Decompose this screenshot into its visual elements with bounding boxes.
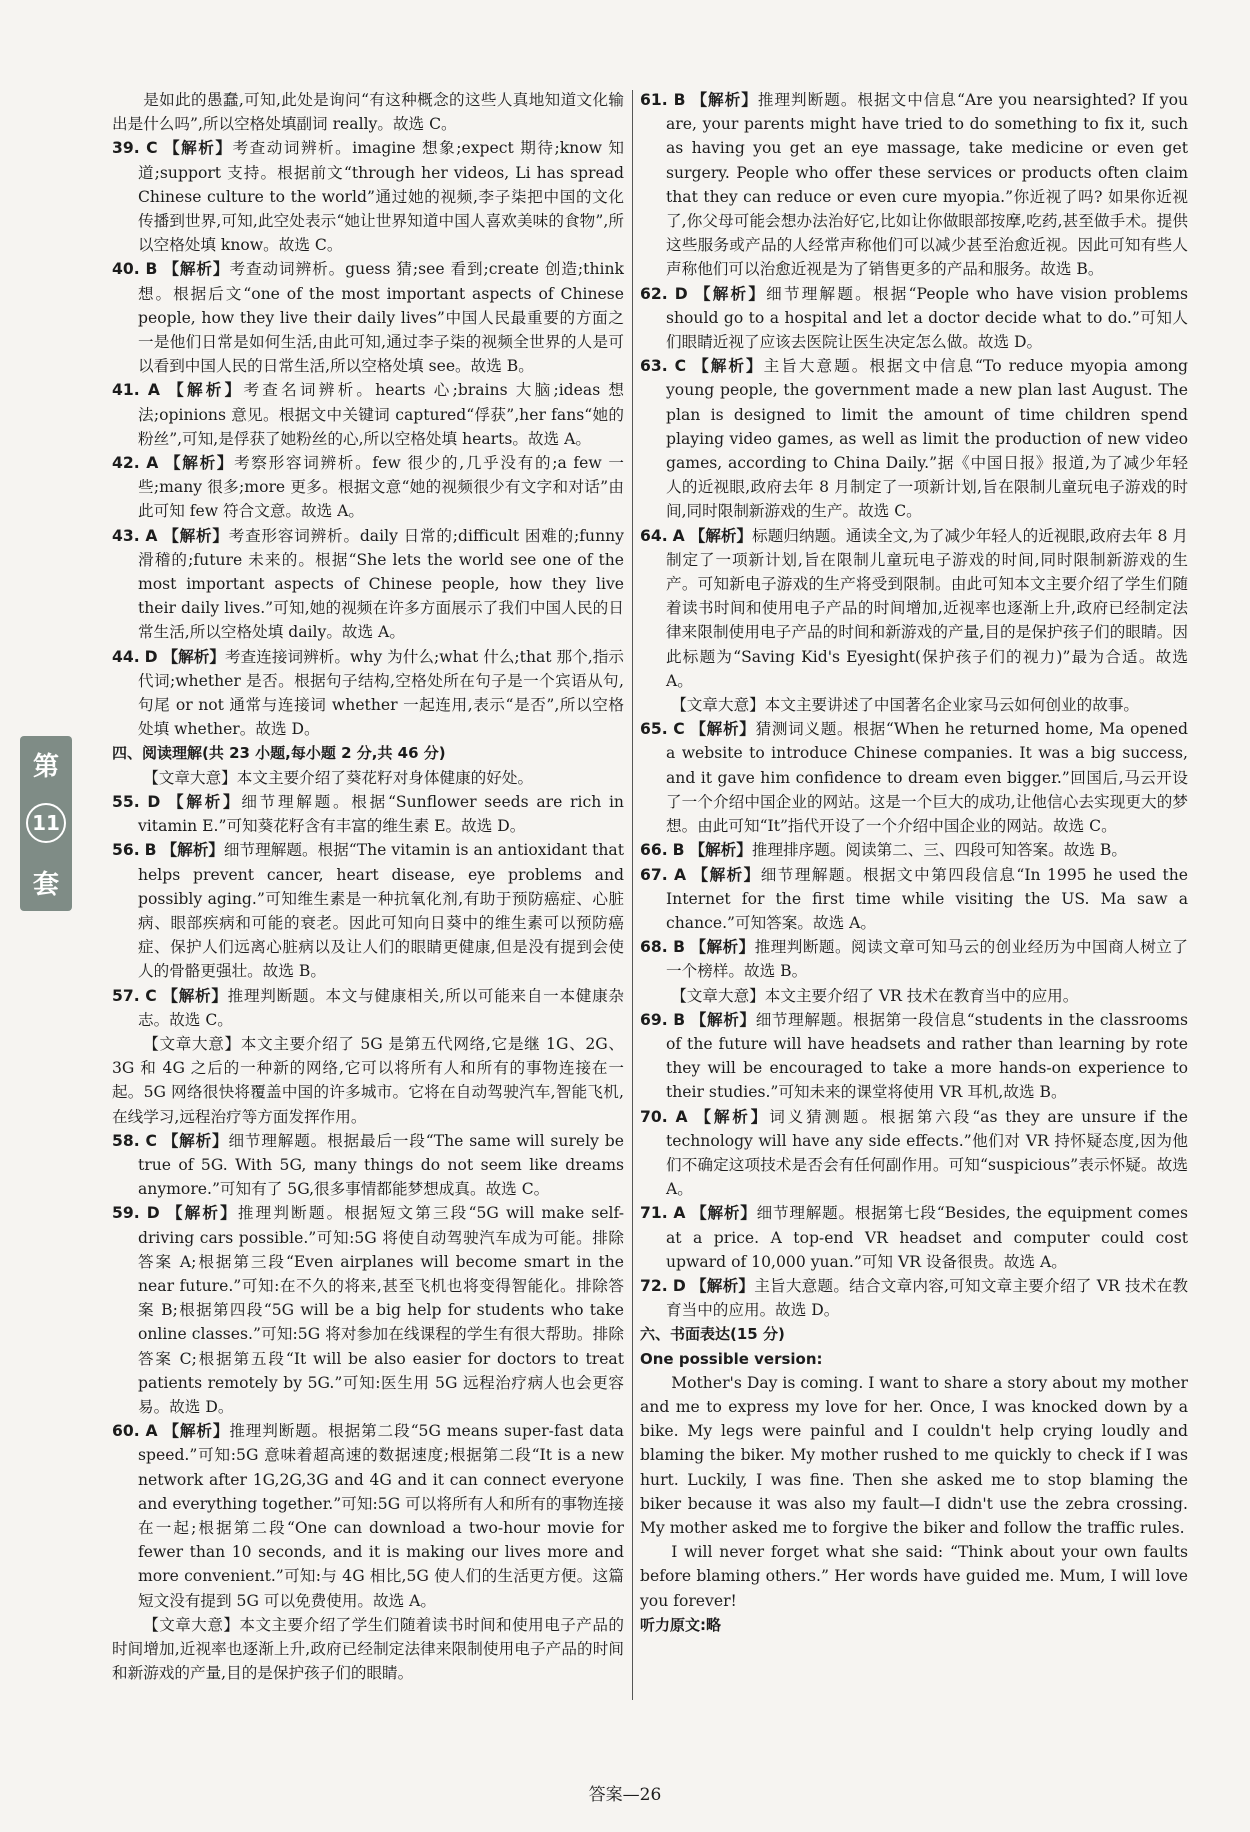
section-heading: One possible version: — [640, 1349, 823, 1368]
answer-item — [112, 1201, 624, 1419]
answer-item — [112, 378, 624, 451]
analysis-tag: 【解析】 — [692, 865, 761, 884]
analysis-tag: 【解析】 — [166, 1204, 238, 1223]
essay-paragraph: Mother's Day is coming. I want to share a story about my mother and me to express my love for her. Once, I was knocked down by a bike. My legs were painful and I couldn't help crying loudly and blaming the biker. My mother rushed to me quickly to check if I was hurt. Luckily, I was fine. Then she asked me to stop blaming the biker because it was also my fault—I didn't use the zebra crossing. My mother asked me to forgive the biker and follow the traffic rules. — [640, 1373, 1188, 1537]
analysis-text: 推理判断题。根据文中信息“Are you nearsighted? If you are, your parents might have tried to do something to fix it, such as having you get an eye massage, take medicine or even get surgery. People who offer these services or products often claim that they can reduce or even cure myopia.”你近视了吗? 如果你近视了,你父母可能会想办法治好它,比如让你做眼部按摩,吃药,甚至做手术。提供这些服务或产品的人经常声称他们可以减少甚至治愈近视。因此可知有些人声称他们可以治愈近视是为了销售更多的产品和服务。故选 B。 — [666, 91, 1188, 279]
answer-item — [640, 354, 1188, 523]
answer-letter: A — [673, 1204, 686, 1223]
analysis-text: 细节理解题。根据“People who have vision problems should go to a hospital and let a doctor decide what to do.”可知人们眼睛近视了应该去医院让医生决定怎么做。故选 D。 — [666, 284, 1188, 352]
analysis-text: 猜测词义题。根据“When he returned home, Ma opened a website to introduce Chinese companies. It was a big success, and it gave him confidence to dream even bigger.”回国后,马云开设了一个介绍中国企业的网站。这是一个巨大的成功,让他信心去实现更大的梦想。由此可知“It”指代开设了一个介绍中国企业的网站。故选 C。 — [666, 720, 1188, 836]
answer-letter: D — [147, 792, 161, 811]
analysis-text: 词义猜测题。根据第六段“as they are unsure if the technology will have any side effects.”他们对 VR 持怀疑态度,因为他们不确定这项技术是否会有任何副作用。可知“suspicious”表示怀疑。故选 A。 — [666, 1107, 1188, 1199]
analysis-text: 细节理解题。根据“Sunflower seeds are rich in vitamin E.”可知葵花籽含有丰富的维生素 E。故选 D。 — [138, 792, 624, 836]
answer-letter: A — [145, 526, 158, 545]
question-number: 65. — [640, 720, 668, 739]
analysis-tag: 【解析】 — [165, 454, 235, 473]
analysis-tag: 【解析】 — [689, 526, 753, 545]
question-number: 64. — [640, 526, 668, 545]
question-number: 61. — [640, 91, 668, 109]
section-heading: 六、书面表达(15 分) — [640, 1325, 785, 1344]
answer-letter: B — [672, 841, 685, 860]
question-number: 58. — [112, 1131, 140, 1150]
analysis-tag: 【解析】 — [162, 647, 226, 666]
answer-item — [640, 1274, 1188, 1322]
analysis-tag: 【解析】 — [690, 720, 756, 739]
question-number: 71. — [640, 1204, 668, 1223]
analysis-tag: 【解析】 — [164, 139, 233, 158]
analysis-text: 考查名词辨析。hearts 心;brains 大脑;ideas 想法;opinions 意见。根据文中关键词 captured“俘获”,her fans“她的粉丝”,可知,是俘获了她粉丝的心,所以空格处填 hearts。故选 A。 — [138, 381, 624, 448]
analysis-tag: 【解析】 — [168, 381, 244, 400]
analysis-tag: 【解析】 — [693, 357, 764, 376]
analysis-tag: 【解析】 — [694, 284, 767, 303]
section-heading: 听力原文:略 — [640, 1615, 721, 1634]
answer-letter: B — [673, 91, 686, 109]
analysis-text: 考察形容词辨析。few 很少的,几乎没有的;a few 一些;many 很多;more 更多。根据文意“她的视频很少有文字和对话”由此可知 few 符合文意。故选 A。 — [138, 454, 624, 521]
right-column — [640, 88, 1188, 1637]
analysis-tag: 【解析】 — [690, 1010, 756, 1029]
answer-item — [112, 136, 624, 257]
question-number: 67. — [640, 865, 668, 884]
question-number: 55. — [112, 792, 140, 811]
answer-item — [640, 88, 1188, 282]
analysis-text: 细节理解题。根据文中第四段信息“In 1995 he used the Internet for the first time while visiting the US. Ma saw a chance.”可知答案。故选 A。 — [666, 865, 1188, 932]
answer-item — [112, 838, 624, 983]
analysis-text: 细节理解题。根据第七段“Besides, the equipment comes at a price. A top-end VR headset and computer could cost upward of 10,000 yuan.”可知 VR 设备很贵。故选 A。 — [666, 1204, 1188, 1271]
set-tab-bottom: 套 — [32, 869, 59, 900]
page-footer: 答案—26 — [588, 1785, 662, 1805]
question-number: 43. — [112, 526, 140, 545]
answer-letter: A — [675, 1107, 688, 1126]
question-number: 66. — [640, 841, 668, 860]
answer-item — [640, 838, 1188, 862]
analysis-tag: 【解析】 — [161, 841, 224, 860]
question-number: 44. — [112, 647, 140, 666]
answer-letter: B — [145, 260, 158, 279]
answer-letter: A — [147, 381, 160, 400]
question-number: 70. — [640, 1107, 668, 1126]
analysis-tag: 【解析】 — [162, 986, 228, 1005]
analysis-text: 推理判断题。根据短文第三段“5G will make self-driving cars possible.”可知:5G 将使自动驾驶汽车成为可能。排除答案 A;根据第三段“Even airplanes will become smart in the near future.”可知:在不久的将来,甚至飞机也将变得智能化。排除答案 B;根据第四段“5G will be a big help for students who take online classes.”可知:5G 将对参加在线课程的学生有很大帮助。排除答案 C;根据第五段“It will be also easier for doctors to treat patients remotely by 5G.”可知:医生用 5G 远程治疗病人也会更容易。故选 D。 — [138, 1204, 624, 1416]
answer-letter: C — [145, 1131, 157, 1150]
summary-paragraph: 【文章大意】本文主要讲述了中国著名企业家马云如何创业的故事。 — [671, 696, 1140, 715]
answer-letter: C — [673, 720, 685, 739]
question-number: 40. — [112, 260, 140, 279]
analysis-tag: 【解析】 — [689, 841, 752, 860]
analysis-tag: 【解析】 — [691, 1204, 757, 1223]
question-number: 56. — [112, 841, 140, 860]
answer-item — [112, 451, 624, 524]
analysis-text: 推理判断题。根据第二段“5G means super-fast data speed.”可知:5G 意味着超高速的数据速度;根据第二段“It is a new network after 1G,2G,3G and 4G and it can connect everyone and everything together.”可知:5G 可以将所有人和所有的事物连接在一起;根据第二段“One can download a two-hour movie for fewer than 10 seconds, and it is making our lives more and more convenient.”可知:与 4G 相比,5G 使人们的生活更方便。这篇短文没有提到 5G 可以免费使用。故选 A。 — [138, 1422, 624, 1610]
answer-letter: A — [674, 865, 687, 884]
answer-letter: D — [146, 1204, 160, 1223]
answer-letter: B — [673, 938, 685, 957]
answer-letter: C — [145, 986, 157, 1005]
analysis-text: 考查动词辨析。guess 猜;see 看到;create 创造;think 想。根据后文“one of the most important aspects of Chinese people, how they live their daily lives”中国人民最重要的方面之一是他们日常是如何生活,由此可知,通过李子柒的视频全世界的人是可以看到中国人民的日常生活,所以空格处填 see。故选 B。 — [138, 260, 624, 376]
analysis-text: 细节理解题。根据第一段信息“students in the classrooms of the future will have headsets and rather than learning by rote they will be encouraged to take a more hands-on experience to their studies.”可知未来的课堂将使用 VR 耳机,故选 B。 — [666, 1010, 1188, 1102]
analysis-text: 主旨大意题。结合文章内容,可知文章主要介绍了 VR 技术在教育当中的应用。故选 D。 — [666, 1276, 1188, 1320]
analysis-tag: 【解析】 — [163, 1422, 230, 1441]
analysis-tag: 【解析】 — [163, 526, 229, 545]
answer-item — [640, 1008, 1188, 1105]
answer-item — [112, 1419, 624, 1613]
analysis-tag: 【解析】 — [162, 1131, 229, 1150]
analysis-tag: 【解析】 — [695, 1107, 770, 1126]
set-number-tab — [20, 736, 72, 911]
answer-item — [640, 863, 1188, 936]
answer-item — [640, 524, 1188, 693]
section-heading: 四、阅读理解(共 23 小题,每小题 2 分,共 46 分) — [112, 744, 446, 763]
answer-item — [112, 984, 624, 1032]
answer-letter: C — [146, 139, 158, 158]
answer-item — [112, 1129, 624, 1202]
answer-item — [640, 935, 1188, 983]
question-number: 68. — [640, 938, 668, 957]
question-number: 69. — [640, 1010, 668, 1029]
answer-letter: D — [674, 284, 688, 303]
answer-item — [640, 282, 1188, 355]
summary-paragraph: 【文章大意】本文主要介绍了学生们随着读书时间和使用电子产品的时间增加,近视率也逐渐上升,政府已经制定法律来限制使用电子产品的时间和新游戏的产量,目的是保护孩子们的眼睛。 — [112, 1615, 624, 1683]
answer-letter: B — [144, 841, 157, 860]
answer-letter: C — [674, 357, 687, 376]
answer-item — [112, 645, 624, 742]
answer-item — [640, 1201, 1188, 1274]
summary-paragraph: 【文章大意】本文主要介绍了 5G 是第五代网络,它是继 1G、2G、3G 和 4G 之后的一种新的网络,它可以将所有人和所有的事物连接在一起。5G 网络很快将覆盖中国的许多城市。它将在自动驾驶汽车,智能飞机,在线学习,远程治疗等方面发挥作用。 — [112, 1034, 624, 1126]
analysis-tag: 【解析】 — [691, 91, 758, 109]
question-number: 41. — [112, 381, 140, 400]
analysis-text: 细节理解题。根据“The vitamin is an antioxidant that helps prevent cancer, heart disease, eye problems and possibly aging.”可知维生素是一种抗氧化剂,有助于预防癌症、心脏病、眼部疾病和可能的衰老。因此可知向日葵中的维生素可以预防癌症、保护人们远离心脏病以及让人们的眼睛更健康,但是没有提到会使人的骨骼更强壮。故选 B。 — [138, 841, 624, 981]
analysis-text: 考查形容词辨析。daily 日常的;difficult 困难的;funny 滑稽的;future 未来的。根据“She lets the world see one of the most important aspects of Chinese people, how they live their daily lives.”可知,她的视频在许多方面展示了我们中国人民的日常生活,所以空格处填 daily。故选 A。 — [138, 526, 624, 642]
summary-paragraph: 【文章大意】本文主要介绍了 VR 技术在教育当中的应用。 — [671, 986, 1079, 1005]
question-number: 39. — [112, 139, 140, 158]
analysis-text: 推理排序题。阅读第二、三、四段可知答案。故选 B。 — [751, 841, 1127, 860]
summary-paragraph: 是如此的愚蠢,可知,此处是询问“有这种概念的这些人真地知道文化输出是什么吗”,所以空格处填副词 really。故选 C。 — [112, 91, 624, 134]
answer-item — [112, 257, 624, 378]
question-number: 72. — [640, 1276, 668, 1295]
analysis-text: 主旨大意题。根据文中信息“To reduce myopia among young people, the government made a new plan last August. The plan is designed to limit the amount of time children spend playing video games, as well as limit the production of new video games, according to China Daily.”据《中国日报》报道,为了减少年轻人的近视眼,政府去年 8 月制定了一项新计划,旨在限制儿童玩电子游戏的时间,同时限制新游戏的生产。故选 C。 — [666, 357, 1188, 521]
essay-paragraph: I will never forget what she said: “Think about your own faults before blaming others.” Her words have guided me. Mum, I will love you forever! — [640, 1543, 1188, 1610]
question-number: 60. — [112, 1422, 140, 1441]
question-number: 62. — [640, 284, 668, 303]
question-number: 57. — [112, 986, 140, 1005]
analysis-text: 推理判断题。阅读文章可知马云的创业经历为中国商人树立了一个榜样。故选 B。 — [666, 938, 1188, 981]
analysis-text: 细节理解题。根据最后一段“The same will surely be true of 5G. With 5G, many things do not seem like dreams anymore.”可知有了 5G,很多事情都能梦想成真。故选 C。 — [138, 1131, 624, 1199]
set-tab-top: 第 — [32, 752, 59, 783]
analysis-text: 考查动词辨析。imagine 想象;expect 期待;know 知道;support 支持。根据前文“through her videos, Li has spread Chinese culture to the world”通过她的视频,李子柒把中国的文化传播到世界,可知,此空处表示“她让世界知道中国人喜欢美味的食物”,所以空格处填 know。故选 C。 — [138, 139, 624, 255]
left-column — [112, 88, 624, 1685]
answer-item — [640, 1105, 1188, 1202]
answer-letter: A — [145, 1422, 158, 1441]
analysis-text: 考查连接词辨析。why 为什么;what 什么;that 那个,指示代词;whether 是否。根据句子结构,空格处所在句子是一个宾语从句,句尾 or not 通常与连接词 whether 一起连用,表示“是否”,所以空格处填 whether。故选 D。 — [138, 647, 624, 739]
answer-letter: A — [146, 454, 159, 473]
question-number: 59. — [112, 1204, 140, 1223]
analysis-text: 标题归纳题。通读全文,为了减少年轻人的近视眼,政府去年 8 月制定了一项新计划,旨在限制儿童玩电子游戏的时间,同时限制新游戏的生产。可知新电子游戏的生产将受到限制。由此可知本文主要介绍了学生们随着读书时间和使用电子产品的时间增加,近视率也逐渐上升,政府已经制定法律来限制使用电子产品的时间和新游戏的产量,目的是保护孩子们的眼睛。因此标题为“Saving Kid's Eyesight(保护孩子们的视力)”最为合适。故选 A。 — [666, 526, 1188, 690]
summary-paragraph: 【文章大意】本文主要介绍了葵花籽对身体健康的好处。 — [143, 768, 534, 787]
answer-item — [112, 524, 624, 645]
analysis-text: 推理判断题。本文与健康相关,所以可能来自一本健康杂志。故选 C。 — [138, 986, 624, 1029]
answer-letter: D — [144, 647, 158, 666]
answer-item — [640, 717, 1188, 838]
answer-letter: B — [673, 1010, 686, 1029]
column-divider — [632, 90, 633, 1700]
analysis-tag: 【解析】 — [690, 938, 755, 957]
answer-letter: D — [672, 1276, 686, 1295]
answer-item — [112, 790, 624, 838]
analysis-tag: 【解析】 — [167, 792, 242, 811]
question-number: 63. — [640, 357, 668, 376]
set-tab-number: 11 — [26, 803, 66, 843]
question-number: 42. — [112, 454, 140, 473]
answer-letter: A — [672, 526, 685, 545]
analysis-tag: 【解析】 — [690, 1276, 755, 1295]
analysis-tag: 【解析】 — [163, 260, 230, 279]
